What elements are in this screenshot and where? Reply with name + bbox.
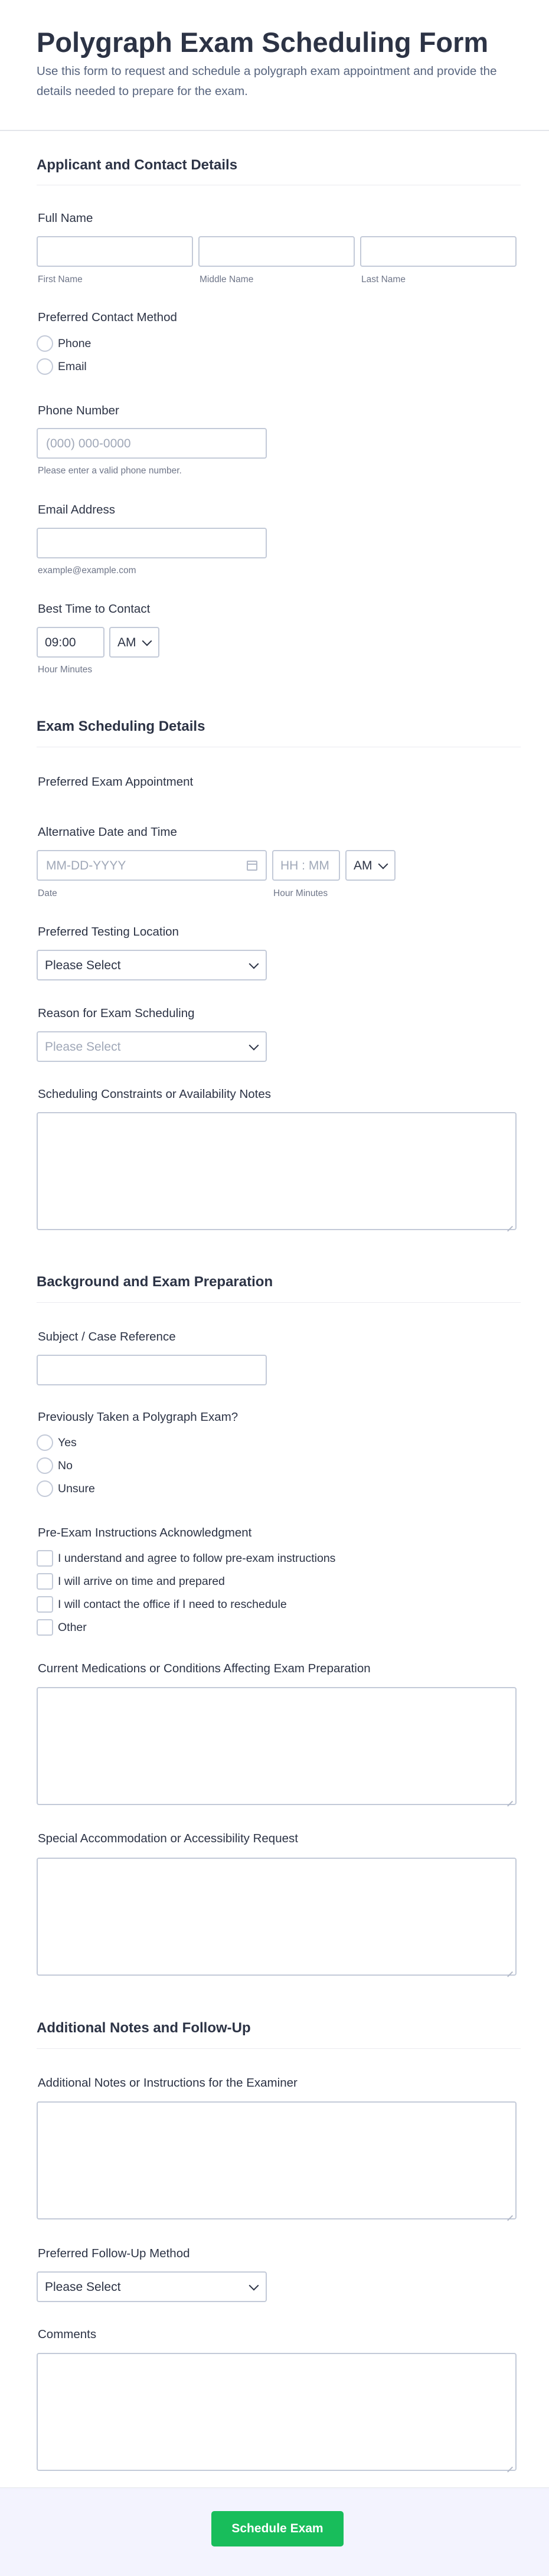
comments-label: Comments [38, 2327, 97, 2341]
section-title-applicant: Applicant and Contact Details [37, 157, 238, 173]
section-title-exam: Exam Scheduling Details [37, 718, 205, 734]
chevron-down-icon [249, 959, 259, 969]
resize-handle-icon[interactable] [508, 1967, 514, 1973]
alt-date-label: Alternative Date and Time [38, 825, 177, 839]
alt-time-ampm-select[interactable] [345, 850, 396, 881]
instructions-ack-label: Pre-Exam Instructions Acknowledgment [38, 1526, 252, 1539]
chevron-down-icon [378, 859, 388, 869]
best-time-input[interactable] [37, 627, 104, 658]
followup-select[interactable] [37, 2271, 267, 2302]
last-name-sublabel: Last Name [361, 274, 406, 285]
comments-textarea[interactable] [37, 2353, 517, 2471]
location-label: Preferred Testing Location [38, 925, 179, 939]
phone-help: Please enter a valid phone number. [38, 466, 182, 476]
case-ref-label: Subject / Case Reference [38, 1330, 176, 1343]
header-divider [0, 130, 549, 131]
email-help: example@example.com [38, 565, 136, 576]
best-time-value: 09:00 [45, 636, 76, 649]
email-label: Email Address [38, 503, 116, 516]
schedule-exam-button[interactable]: Schedule Exam [211, 2511, 344, 2546]
radio-previous-no-label: No [58, 1459, 73, 1472]
alt-date-help: Date [38, 888, 57, 898]
radio-previous-yes[interactable] [37, 1434, 53, 1451]
radio-contact-phone[interactable] [37, 335, 53, 352]
previous-exam-label: Previously Taken a Polygraph Exam? [38, 1410, 238, 1424]
radio-previous-unsure[interactable] [37, 1480, 53, 1497]
radio-contact-email-label: Email [58, 360, 87, 373]
middle-name-sublabel: Middle Name [200, 274, 254, 285]
reason-placeholder: Please Select [45, 1040, 121, 1054]
checkbox-ack-arrive-label: I will arrive on time and prepared [58, 1575, 225, 1588]
reason-select[interactable] [37, 1031, 267, 1062]
first-name-sublabel: First Name [38, 274, 83, 285]
chevron-down-icon [142, 636, 152, 646]
location-select[interactable] [37, 950, 267, 980]
resize-handle-icon[interactable] [508, 2211, 514, 2217]
exam-appointment-label: Preferred Exam Appointment [38, 775, 194, 789]
section-title-additional: Additional Notes and Follow-Up [37, 2020, 251, 2036]
followup-value: Please Select [45, 2280, 121, 2294]
section-title-background: Background and Exam Preparation [37, 1274, 273, 1290]
alt-date-input[interactable] [37, 850, 267, 881]
checkbox-ack-other[interactable] [37, 1619, 53, 1636]
section-divider [37, 2048, 521, 2049]
best-time-help: Hour Minutes [38, 665, 93, 675]
chevron-down-icon [249, 2281, 259, 2291]
constraints-textarea[interactable] [37, 1112, 517, 1230]
alt-date-placeholder: MM-DD-YYYY [46, 859, 126, 872]
alt-time-input[interactable] [272, 850, 340, 881]
radio-previous-no[interactable] [37, 1457, 53, 1474]
alt-time-ampm-value: AM [354, 859, 372, 872]
accommodation-textarea[interactable] [37, 1858, 517, 1976]
phone-input[interactable] [37, 428, 267, 459]
contact-method-label: Preferred Contact Method [38, 310, 177, 324]
radio-contact-phone-label: Phone [58, 337, 92, 350]
radio-previous-unsure-label: Unsure [58, 1482, 95, 1495]
accommodation-label: Special Accommodation or Accessibility Request [38, 1832, 298, 1845]
radio-contact-email[interactable] [37, 358, 53, 375]
examiner-notes-label: Additional Notes or Instructions for the Examiner [38, 2076, 298, 2090]
phone-placeholder: (000) 000-0000 [46, 437, 131, 450]
alt-time-placeholder: HH : MM [280, 859, 329, 872]
best-time-label: Best Time to Contact [38, 602, 151, 616]
full-name-label: Full Name [38, 211, 93, 225]
calendar-icon[interactable] [247, 861, 257, 871]
resize-handle-icon[interactable] [508, 2462, 514, 2468]
first-name-input[interactable] [37, 236, 193, 267]
radio-previous-yes-label: Yes [58, 1436, 77, 1449]
chevron-down-icon [249, 1041, 259, 1051]
constraints-label: Scheduling Constraints or Availability Notes [38, 1087, 272, 1101]
checkbox-ack-reschedule-label: I will contact the office if I need to reschedule [58, 1598, 287, 1611]
resize-handle-icon[interactable] [508, 1796, 514, 1802]
location-value: Please Select [45, 959, 121, 972]
checkbox-ack-arrive[interactable] [37, 1573, 53, 1590]
alt-time-help: Hour Minutes [273, 888, 328, 898]
medications-textarea[interactable] [37, 1687, 517, 1805]
followup-label: Preferred Follow-Up Method [38, 2247, 190, 2260]
page-description: Use this form to request and schedule a polygraph exam appointment and provide the details needed to prepare for the exam. [37, 64, 497, 98]
checkbox-ack-reschedule[interactable] [37, 1596, 53, 1613]
email-input[interactable] [37, 528, 267, 558]
case-ref-input[interactable] [37, 1355, 267, 1385]
best-time-ampm-value: AM [117, 636, 136, 649]
resize-handle-icon[interactable] [508, 1221, 514, 1227]
last-name-input[interactable] [360, 236, 517, 267]
page-title: Polygraph Exam Scheduling Form [37, 27, 489, 58]
reason-label: Reason for Exam Scheduling [38, 1006, 195, 1020]
checkbox-ack-follow-label: I understand and agree to follow pre-exam instructions [58, 1552, 336, 1565]
medications-label: Current Medications or Conditions Affecting Exam Preparation [38, 1662, 371, 1675]
examiner-notes-textarea[interactable] [37, 2101, 517, 2219]
middle-name-input[interactable] [198, 236, 355, 267]
best-time-ampm-select[interactable] [109, 627, 159, 658]
checkbox-ack-follow[interactable] [37, 1550, 53, 1567]
phone-label: Phone Number [38, 404, 119, 417]
checkbox-ack-other-label: Other [58, 1621, 87, 1634]
section-divider [37, 1302, 521, 1303]
